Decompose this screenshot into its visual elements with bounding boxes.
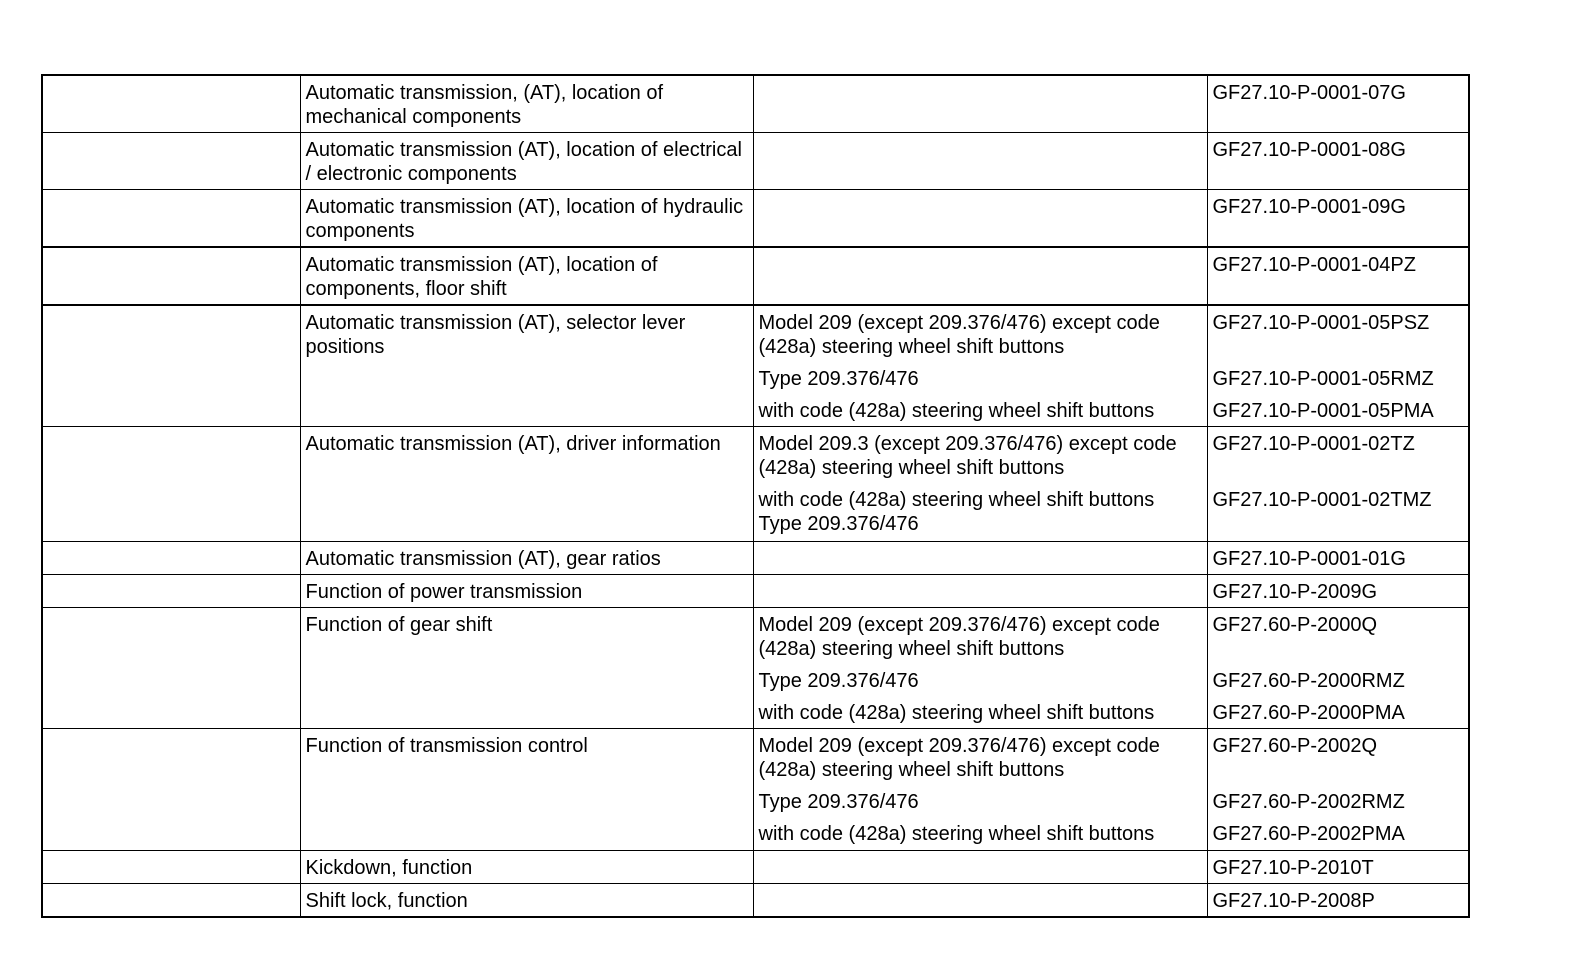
- document-number-cell: [1207, 247, 1469, 305]
- blank-cell-text: [43, 76, 300, 84]
- condition-text: [754, 76, 1207, 84]
- condition-cell: [753, 664, 1207, 696]
- condition-text: [754, 884, 1207, 892]
- table-row: [42, 305, 1469, 362]
- document-number-text: GF27.10-P-2009G: [1212, 580, 1378, 603]
- document-number-cell: [1207, 427, 1469, 484]
- table-row: [42, 75, 1469, 133]
- condition-cell: [753, 483, 1207, 541]
- blank-cell-text: [43, 884, 300, 892]
- document-number-text: GF27.60-P-2002PMA: [1212, 823, 1405, 845]
- condition-cell: [753, 362, 1207, 394]
- blank-cell: [42, 850, 300, 883]
- document-number-text: GF27.10-P-0001-02TMZ: [1212, 489, 1432, 511]
- description-text: Kickdown, function: [305, 856, 473, 879]
- document-number-text: GF27.60-P-2002Q: [1212, 735, 1378, 757]
- description-text: Automatic transmission (AT), location of hydraulic components: [305, 196, 744, 242]
- condition-text: [754, 248, 1207, 256]
- table-row: [42, 574, 1469, 607]
- description-cell: [300, 190, 753, 248]
- blank-cell: [42, 574, 300, 607]
- condition-cell: [753, 574, 1207, 607]
- document-number-cell: [1207, 305, 1469, 362]
- document-number-text: GF27.60-P-2002RMZ: [1212, 791, 1405, 813]
- condition-cell: [753, 305, 1207, 362]
- condition-text: Type 209.376/476: [758, 670, 919, 692]
- document-number-cell: [1207, 133, 1469, 190]
- blank-cell-text: [43, 851, 300, 859]
- table-row: [42, 541, 1469, 574]
- condition-cell: [753, 427, 1207, 484]
- document-number-cell: [1207, 362, 1469, 394]
- blank-cell-text: [43, 542, 300, 550]
- description-text: Automatic transmission (AT), gear ratios: [305, 547, 661, 570]
- description-cell: [300, 883, 753, 917]
- table-row: [42, 607, 1469, 664]
- blank-cell-text: [43, 575, 300, 583]
- blank-cell: [42, 729, 300, 851]
- document-number-text: GF27.10-P-0001-05PSZ: [1212, 312, 1430, 334]
- condition-text: with code (428a) steering wheel shift buttons: [758, 400, 1155, 422]
- description-text: Function of power transmission: [305, 580, 583, 603]
- document-number-cell: [1207, 785, 1469, 817]
- condition-text: Model 209 (except 209.376/476) except code (428a) steering wheel shift buttons: [758, 735, 1160, 781]
- document-number-cell: [1207, 607, 1469, 664]
- condition-cell: [753, 133, 1207, 190]
- document-number-cell: [1207, 817, 1469, 850]
- condition-text: Model 209.3 (except 209.376/476) except code (428a) steering wheel shift buttons: [758, 433, 1177, 479]
- condition-cell: [753, 696, 1207, 729]
- table-row: [42, 729, 1469, 786]
- document-number-cell: [1207, 190, 1469, 248]
- condition-text: [754, 542, 1207, 550]
- description-cell: [300, 729, 753, 851]
- description-cell: [300, 305, 753, 427]
- description-text: Automatic transmission (AT), driver information: [305, 433, 721, 455]
- document-number-cell: [1207, 696, 1469, 729]
- blank-cell: [42, 190, 300, 248]
- condition-text: Type 209.376/476: [758, 368, 919, 390]
- description-text: Shift lock, function: [305, 889, 468, 912]
- description-text: Automatic transmission, (AT), location of mechanical components: [305, 82, 664, 128]
- blank-cell: [42, 607, 300, 729]
- description-text: Automatic transmission (AT), selector lever positions: [305, 312, 686, 358]
- condition-cell: [753, 541, 1207, 574]
- condition-cell: [753, 394, 1207, 427]
- condition-text: Model 209 (except 209.376/476) except code (428a) steering wheel shift buttons: [758, 312, 1160, 358]
- document-number-cell: [1207, 850, 1469, 883]
- blank-cell: [42, 883, 300, 917]
- blank-cell-text: [43, 133, 300, 141]
- document-number-text: GF27.60-P-2000RMZ: [1212, 670, 1405, 692]
- condition-text: [754, 133, 1207, 141]
- condition-text: with code (428a) steering wheel shift buttons: [758, 702, 1155, 724]
- document-number-text: GF27.10-P-0001-04PZ: [1212, 254, 1416, 276]
- blank-cell-text: [43, 608, 300, 616]
- description-text: Automatic transmission (AT), location of electrical / electronic components: [305, 139, 742, 185]
- document-number-cell: [1207, 75, 1469, 133]
- blank-cell-text: [43, 190, 300, 198]
- condition-cell: [753, 850, 1207, 883]
- document-number-cell: [1207, 729, 1469, 786]
- condition-cell: [753, 75, 1207, 133]
- document-number-text: GF27.60-P-2000PMA: [1212, 702, 1405, 724]
- document-number-cell: [1207, 664, 1469, 696]
- description-cell: [300, 607, 753, 729]
- condition-text: Model 209 (except 209.376/476) except code (428a) steering wheel shift buttons: [758, 613, 1160, 660]
- document-number-text: GF27.10-P-0001-08G: [1212, 139, 1406, 161]
- description-text: Function of gear shift: [305, 613, 493, 636]
- condition-cell: [753, 729, 1207, 786]
- condition-cell: [753, 817, 1207, 850]
- blank-cell: [42, 133, 300, 190]
- table-row: [42, 247, 1469, 305]
- condition-text: Type 209.376/476: [758, 791, 919, 813]
- condition-text: with code (428a) steering wheel shift buttons: [758, 823, 1155, 845]
- blank-cell-text: [43, 306, 300, 314]
- document-number-cell: [1207, 574, 1469, 607]
- document-reference-table: [41, 74, 1470, 918]
- document-number-cell: [1207, 541, 1469, 574]
- description-text: Automatic transmission (AT), location of components, floor shift: [305, 254, 658, 300]
- table-row: [42, 190, 1469, 248]
- condition-text: [754, 190, 1207, 198]
- table-body: [42, 75, 1469, 917]
- table-row: [42, 883, 1469, 917]
- document-number-text: GF27.10-P-2008P: [1212, 889, 1375, 912]
- document-number-text: GF27.10-P-0001-09G: [1212, 196, 1406, 218]
- document-number-text: GF27.60-P-2000Q: [1212, 613, 1378, 636]
- table-row: [42, 133, 1469, 190]
- condition-text: with code (428a) steering wheel shift buttons Type 209.376/476: [758, 489, 1155, 535]
- description-cell: [300, 247, 753, 305]
- description-cell: [300, 427, 753, 542]
- condition-cell: [753, 190, 1207, 248]
- condition-cell: [753, 785, 1207, 817]
- description-cell: [300, 541, 753, 574]
- blank-cell: [42, 247, 300, 305]
- condition-cell: [753, 607, 1207, 664]
- table-row: [42, 850, 1469, 883]
- document-number-cell: [1207, 394, 1469, 427]
- description-cell: [300, 850, 753, 883]
- blank-cell-text: [43, 729, 300, 737]
- document-number-cell: [1207, 483, 1469, 541]
- description-text: Function of transmission control: [305, 735, 588, 757]
- blank-cell: [42, 541, 300, 574]
- document-number-text: GF27.10-P-0001-02TZ: [1212, 433, 1415, 455]
- condition-cell: [753, 247, 1207, 305]
- document-number-cell: [1207, 883, 1469, 917]
- table-row: [42, 427, 1469, 484]
- description-cell: [300, 133, 753, 190]
- blank-cell: [42, 427, 300, 542]
- description-cell: [300, 574, 753, 607]
- document-number-text: GF27.10-P-0001-05PMA: [1212, 400, 1434, 422]
- blank-cell: [42, 75, 300, 133]
- document-number-text: GF27.10-P-0001-05RMZ: [1212, 368, 1434, 390]
- blank-cell-text: [43, 248, 300, 256]
- document-number-text: GF27.10-P-2010T: [1212, 856, 1374, 879]
- condition-cell: [753, 883, 1207, 917]
- blank-cell: [42, 305, 300, 427]
- document-number-text: GF27.10-P-0001-01G: [1212, 547, 1406, 570]
- blank-cell-text: [43, 427, 300, 435]
- condition-text: [754, 851, 1207, 859]
- document-number-text: GF27.10-P-0001-07G: [1212, 82, 1406, 104]
- condition-text: [754, 575, 1207, 583]
- description-cell: [300, 75, 753, 133]
